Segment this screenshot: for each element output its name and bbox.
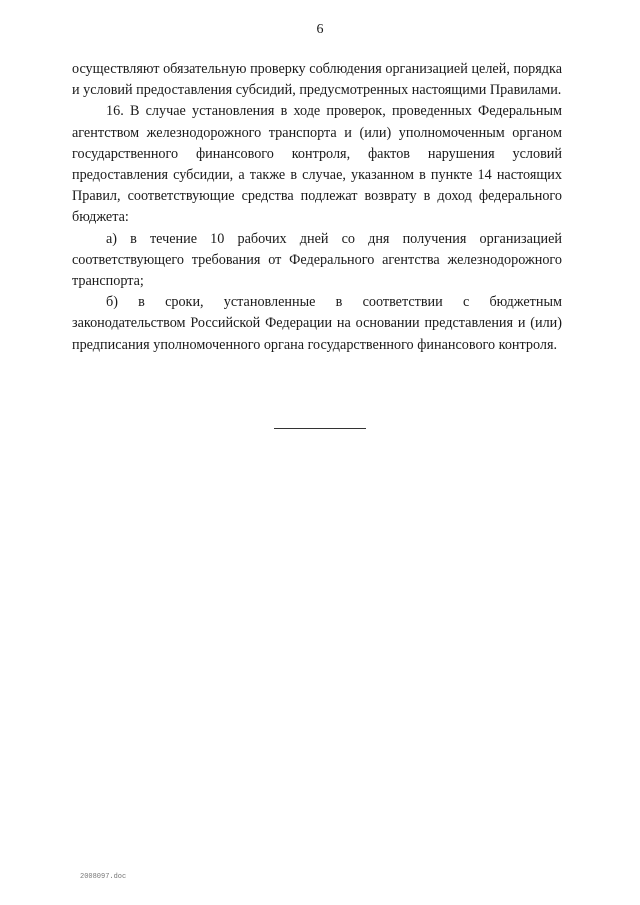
page-number: 6 xyxy=(316,22,324,37)
end-separator-line xyxy=(274,428,366,429)
paragraph-item-16: 16. В случае установления в ходе проверок, проведенных Федеральным агентством железнодорожного транспорта и (или) уполномоченным органом государственного финансового контроля, фактов нарушения условий предоставления субсидии, а также в случае, указанном в пункте 14 настоящих Правил, соответствующие средства подлежат возврату в доход федерального бюджета: xyxy=(72,103,562,226)
footer-document-code: 2008097.doc xyxy=(80,873,127,881)
document-body xyxy=(72,59,562,356)
paragraph-subitem-a: а) в течение 10 рабочих дней со дня получения организацией соответствующего требования от Федерального агентства железнодорожного транспорта; xyxy=(72,230,562,290)
paragraph-continuation: осуществляют обязательную проверку соблюдения организацией целей, порядка и условий предоставления субсидий, предусмотренных настоящими Правилами. xyxy=(72,61,562,99)
paragraph-subitem-b: б) в сроки, установленные в соответствии с бюджетным законодательством Российской Федерации на основании представления и (или) предписания уполномоченного органа государственного финансового контроля. xyxy=(72,294,562,353)
